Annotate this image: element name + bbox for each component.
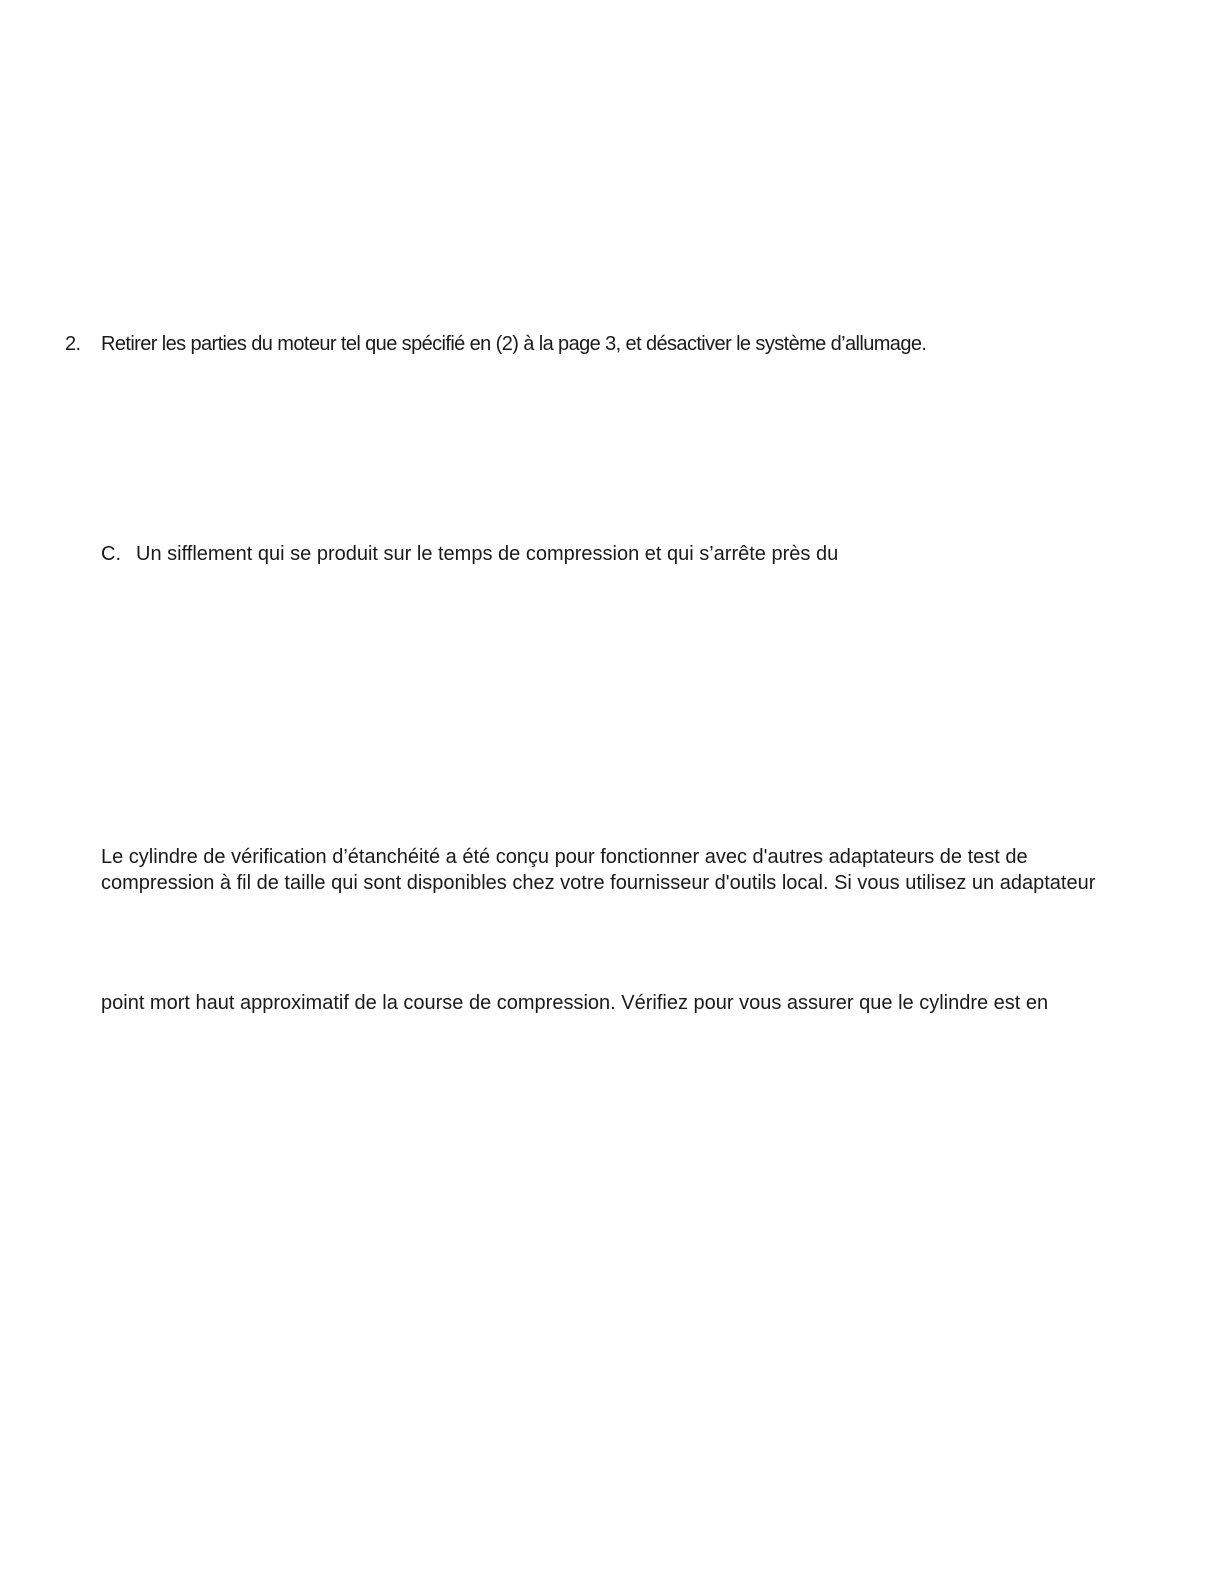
list-item-text: Retirer les parties du moteur tel que spécifié en (2) à la page 3, et désactiver le système d’allumage. (101, 333, 927, 355)
sub-item-letter: C. (101, 543, 121, 565)
paragraph-line: compression à fil de taille qui sont disponibles chez votre fournisseur d'outils local. Si vous utilisez un adaptateur (101, 872, 1096, 894)
paragraph-line: point mort haut approximatif de la course de compression. Vérifiez pour vous assurer que le cylindre est en (101, 992, 1049, 1014)
paragraph-line: Le cylindre de vérification d’étanchéité a été conçu pour fonctionner avec d'autres adaptateurs de test de (101, 846, 1028, 868)
list-item-number: 2. (65, 333, 81, 355)
sub-item-text: Un sifflement qui se produit sur le temps de compression et qui s’arrête près du (136, 543, 839, 565)
